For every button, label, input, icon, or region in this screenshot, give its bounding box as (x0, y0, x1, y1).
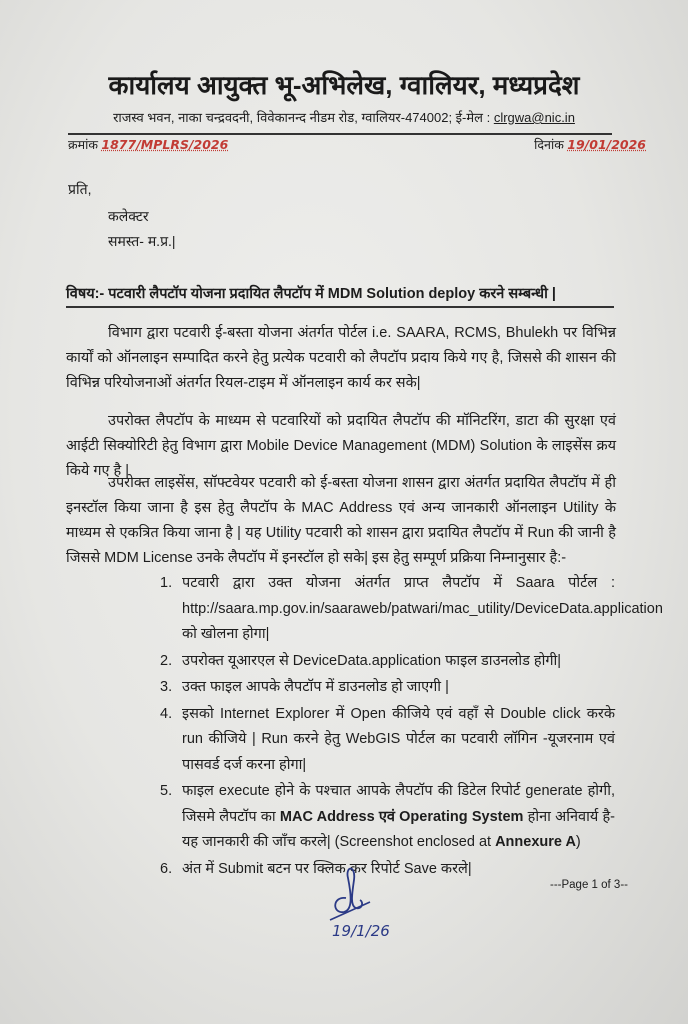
step-number: 4. (160, 705, 173, 722)
page-number: ---Page 1 of 3-- (550, 879, 628, 891)
step-text: पटवारी द्वारा उक्त योजना अंतर्गत प्राप्त लैपटॉप में Saara पोर्टल : http://saara.mp.gov.in/saaraweb/patwari/mac_utility/DeviceData.application को खोलना होगा| (182, 575, 663, 642)
recipient-to: प्रति, (68, 181, 92, 197)
ref-value-handwritten: 1877/MPLRS/2026 (101, 137, 229, 152)
step-text: होना अनिवार्य है- यह जानकारी की जाँच करले| (Screenshot enclosed at (182, 808, 615, 850)
annexure-ref: Annexure A (495, 834, 576, 850)
header-divider (68, 133, 612, 135)
date-value-handwritten: 19/01/2026 (567, 137, 646, 152)
signature (318, 858, 408, 943)
step-text: इसको Internet Explorer में Open कीजिये एवं वहाँ से Double click करके run कीजिये | Run करने हेतु WebGIS पोर्टल का पटवारी लॉगिन -यूजरनाम एवं पासवर्ड दर्ज करना होगा| (182, 705, 615, 773)
step-text: ) (575, 834, 581, 850)
signature-scribble-icon (318, 858, 408, 938)
step-text: अंत में Submit बटन पर क्लिक कर रिपोर्ट Save करले| (182, 860, 472, 877)
letter-date (534, 136, 646, 153)
address-text: राजस्व भवन, नाका चन्द्रवदनी, विवेकानन्द नीडम रोड, ग्वालियर-474002; ई-मेल : (113, 110, 494, 125)
paragraph-2: उपरोक्त लैपटॉप के माध्यम से पटवारियों को प्रदायित लैपटॉप की मॉनिटरिंग, डाटा की सुरक्षा एवं आईटी सिक्योरिटी हेतु विभाग द्वारा Mobile Device Management (MDM) Solution के लाइसेंस क्रय किये गए है | (66, 413, 616, 479)
step-number: 2. (160, 652, 173, 669)
step-bold-text: MAC Address एवं Operating System (279, 808, 524, 825)
paragraph-3: उपरोक्त लाइसेंस, सॉफ्टवेयर पटवारी को ई-बस्ता योजना शासन द्वारा अंतर्गत प्रदायित लैपटॉप में ही इनस्टॉल किया जाना है इस हेतु लैपटॉप के MAC Address एवं अन्य जानकारी ऑनलाइन Utility के माध्यम से एकत्रित किया जाना है | यह Utility पटवारी को शासन द्वारा प्रदायित लैपटॉप में Run की जानी है जिससे MDM License उनके लैपटॉप में इनस्टॉल हो सके| इस हेतु सम्पूर्ण प्रक्रिया निम्नानुसार है:- (66, 475, 616, 566)
step-item (160, 675, 615, 701)
procedure-steps (160, 571, 663, 883)
step-item (160, 779, 615, 856)
step-number: 3. (160, 679, 173, 695)
step-item (160, 649, 615, 675)
step-number: 1. (160, 575, 173, 591)
email-link[interactable]: clrgwa@nic.in (493, 110, 575, 125)
step-item (160, 571, 663, 648)
recipient-line1: कलेक्टर (108, 208, 149, 224)
subject-divider (66, 306, 614, 308)
ref-label: क्रमांक (68, 138, 98, 152)
step-number: 6. (160, 860, 173, 877)
step-number: 5. (160, 783, 173, 799)
office-address (0, 108, 688, 126)
reference-number (68, 136, 228, 153)
signature-date: 19/1/26 (332, 922, 390, 938)
recipient-line2: समस्त- म.प्र.| (108, 233, 176, 249)
step-text: उपरोक्त यूआरएल से DeviceData.application फाइल डाउनलोड होगी| (182, 652, 562, 669)
step-text: फाइल execute होने के पश्चात आपके लैपटॉप की डिटेल रिपोर्ट generate होगी, जिसमे लैपटॉप का (182, 783, 615, 825)
date-label: दिनांक (534, 138, 564, 152)
step-item (160, 702, 615, 779)
paragraph-1: विभाग द्वारा पटवारी ई-बस्ता योजना अंतर्गत पोर्टल i.e. SAARA, RCMS, Bhulekh पर विभिन्न कार्यों को ऑनलाइन सम्पादित करने हेतु प्रत्येक पटवारी को लैपटॉप प्रदाय किये गए है, जिससे की शासन की विभिन्न परियोजनाओं अंतर्गत रियल-टाइम में ऑनलाइन कार्य कर सके| (66, 325, 616, 391)
step-text: उक्त फाइल आपके लैपटॉप में डाउनलोड हो जाएगी | (182, 679, 449, 695)
office-title: कार्यालय आयुक्त भू-अभिलेख, ग्वालियर, मध्यप्रदेश (108, 70, 580, 100)
subject-line: विषय:- पटवारी लैपटॉप योजना प्रदायित लैपटॉप में MDM Solution deploy करने सम्बन्धी | (66, 286, 556, 302)
